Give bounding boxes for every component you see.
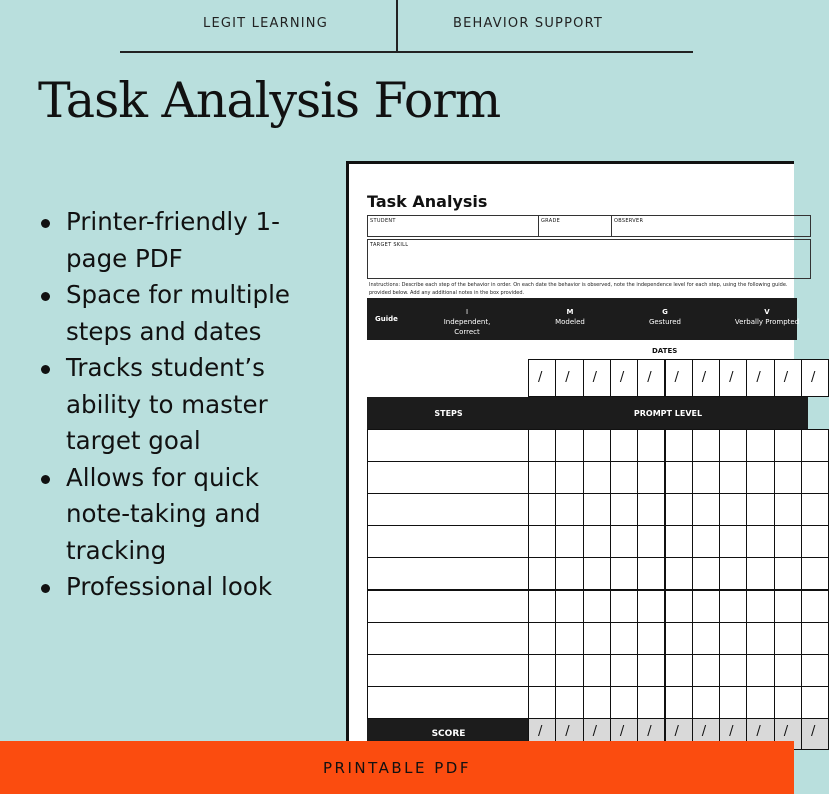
header-divider-line xyxy=(120,51,693,53)
prompt-cell xyxy=(774,557,802,590)
score-slash: / xyxy=(783,724,789,739)
prompt-cell xyxy=(774,429,802,462)
prompt-cell xyxy=(555,557,583,590)
prompt-cell xyxy=(555,590,583,623)
prompt-cell xyxy=(692,557,720,590)
guide-code: M xyxy=(566,308,574,316)
prompt-cell xyxy=(637,590,665,623)
prompt-cell xyxy=(801,493,829,526)
footer-banner xyxy=(0,741,794,794)
prompt-cell xyxy=(583,429,611,462)
prompt-cell xyxy=(583,557,611,590)
guide-code: V xyxy=(764,308,770,316)
step-cell xyxy=(367,686,529,719)
step-cell xyxy=(367,461,529,494)
prompt-cell xyxy=(528,654,556,687)
score-slash: / xyxy=(701,724,707,739)
prompt-level-header: PROMPT LEVEL xyxy=(528,397,808,430)
date-slash: / xyxy=(729,370,734,385)
prompt-cell xyxy=(746,493,774,526)
date-slash: / xyxy=(811,370,816,385)
step-cell xyxy=(367,654,529,687)
prompt-cell xyxy=(528,622,556,655)
date-cell xyxy=(801,359,829,397)
prompt-cell xyxy=(692,429,720,462)
step-cell xyxy=(367,493,529,526)
score-slash: / xyxy=(729,724,734,739)
footer-label: PRINTABLE PDF xyxy=(323,758,471,777)
prompt-cell xyxy=(637,557,665,590)
prompt-cell xyxy=(637,525,665,558)
observer-label: OBSERVER xyxy=(614,218,644,224)
date-slash: / xyxy=(674,370,679,385)
prompt-cell xyxy=(665,590,693,623)
prompt-cell xyxy=(665,686,693,719)
prompt-cell xyxy=(801,622,829,655)
score-header: SCORE xyxy=(367,718,530,750)
prompt-cell xyxy=(610,654,638,687)
date-cell xyxy=(637,359,665,397)
score-slash: / xyxy=(565,724,570,739)
prompt-cell xyxy=(610,622,638,655)
date-cell xyxy=(774,359,802,397)
page-title: Task Analysis Form xyxy=(38,72,501,129)
step-cell xyxy=(367,525,529,558)
prompt-cell xyxy=(583,622,611,655)
target-skill-label: TARGET SKILL xyxy=(370,242,409,248)
prompt-cell xyxy=(801,654,829,687)
feature-item: Tracks student’s ability to master target goal xyxy=(38,350,328,460)
score-cell xyxy=(801,718,829,750)
score-slash: / xyxy=(647,724,652,739)
prompt-cell xyxy=(719,493,747,526)
guide-code: I xyxy=(465,308,469,316)
prompt-cell xyxy=(528,557,556,590)
prompt-cell xyxy=(665,429,693,462)
prompt-cell xyxy=(555,686,583,719)
observer-field xyxy=(611,215,811,237)
prompt-cell xyxy=(719,686,747,719)
prompt-cell xyxy=(692,622,720,655)
prompt-cell xyxy=(801,557,829,590)
date-cell xyxy=(555,359,583,397)
prompt-cell xyxy=(555,654,583,687)
feature-item: Professional look xyxy=(38,569,328,606)
guide-verbal xyxy=(722,307,812,327)
target-skill-field xyxy=(367,239,811,279)
prompt-cell xyxy=(555,622,583,655)
header-vertical-divider xyxy=(396,0,398,52)
prompt-cell xyxy=(692,461,720,494)
prompt-cell xyxy=(610,493,638,526)
prompt-cell xyxy=(555,429,583,462)
date-slash: / xyxy=(538,370,543,385)
prompt-cell xyxy=(528,493,556,526)
prompt-cell xyxy=(746,686,774,719)
prompt-cell xyxy=(801,686,829,719)
score-slash: / xyxy=(756,724,761,739)
prompt-cell xyxy=(583,493,611,526)
guide-code: G xyxy=(662,308,668,316)
guide-gestured xyxy=(630,307,700,327)
step-cell xyxy=(367,429,529,462)
prompt-cell xyxy=(746,622,774,655)
prompt-cell xyxy=(665,493,693,526)
prompt-cell xyxy=(637,622,665,655)
prompt-cell xyxy=(692,493,720,526)
prompt-cell xyxy=(719,429,747,462)
prompt-cell xyxy=(528,525,556,558)
date-slash: / xyxy=(756,370,761,385)
student-label: STUDENT xyxy=(370,218,396,224)
category-label: BEHAVIOR SUPPORT xyxy=(453,16,603,31)
prompt-cell xyxy=(801,590,829,623)
date-cell xyxy=(692,359,720,397)
prompt-cell xyxy=(637,686,665,719)
prompt-cell xyxy=(746,525,774,558)
step-cell xyxy=(367,590,529,623)
date-slash: / xyxy=(701,370,707,385)
prompt-guide-bar xyxy=(367,298,800,340)
date-cell xyxy=(528,359,556,397)
prompt-cell xyxy=(774,622,802,655)
prompt-cell xyxy=(692,590,720,623)
prompt-cell xyxy=(583,461,611,494)
prompt-cell xyxy=(583,654,611,687)
score-slash: / xyxy=(619,724,625,739)
prompt-cell xyxy=(719,622,747,655)
prompt-cell xyxy=(665,622,693,655)
prompt-cell xyxy=(692,525,720,558)
feature-item: Space for multiple steps and dates xyxy=(38,277,328,350)
prompt-cell xyxy=(665,461,693,494)
prompt-cell xyxy=(801,429,829,462)
prompt-cell xyxy=(774,493,802,526)
prompt-cell xyxy=(746,557,774,590)
prompt-cell xyxy=(583,590,611,623)
prompt-cell xyxy=(665,654,693,687)
prompt-cell xyxy=(774,654,802,687)
prompt-cell xyxy=(610,525,638,558)
prompt-cell xyxy=(692,686,720,719)
prompt-cell xyxy=(774,590,802,623)
guide-desc: Verbally Prompted xyxy=(734,318,800,326)
prompt-cell xyxy=(610,461,638,494)
date-cell xyxy=(583,359,611,397)
date-slash: / xyxy=(565,370,570,385)
feature-item: Allows for quick note-taking and tracking xyxy=(38,460,328,570)
prompt-cell xyxy=(719,525,747,558)
date-slash: / xyxy=(592,370,597,385)
date-slash: / xyxy=(647,370,652,385)
date-cell xyxy=(665,359,693,397)
prompt-cell xyxy=(555,525,583,558)
prompt-cell xyxy=(719,590,747,623)
step-cell xyxy=(367,557,529,590)
guide-desc: Gestured xyxy=(648,318,682,326)
step-cell xyxy=(367,622,529,655)
score-slash: / xyxy=(811,724,816,739)
prompt-cell xyxy=(555,493,583,526)
guide-desc: Modeled xyxy=(555,318,585,326)
prompt-cell xyxy=(746,461,774,494)
prompt-cell xyxy=(719,461,747,494)
prompt-cell xyxy=(637,429,665,462)
prompt-cell xyxy=(528,686,556,719)
prompt-cell xyxy=(528,461,556,494)
score-slash: / xyxy=(592,724,597,739)
grade-field xyxy=(538,215,612,237)
feature-item: Printer-friendly 1-page PDF xyxy=(38,204,328,277)
date-slash: / xyxy=(783,370,789,385)
prompt-cell xyxy=(774,686,802,719)
prompt-cell xyxy=(637,654,665,687)
prompt-cell xyxy=(610,557,638,590)
prompt-cell xyxy=(774,525,802,558)
grade-label: GRADE xyxy=(541,218,561,224)
prompt-cell xyxy=(583,686,611,719)
guide-label: Guide xyxy=(375,315,398,323)
guide-independent xyxy=(432,307,502,337)
form-preview xyxy=(346,161,816,741)
guide-modeled xyxy=(535,307,605,327)
prompt-cell xyxy=(528,429,556,462)
form-title: Task Analysis xyxy=(367,192,488,211)
prompt-cell xyxy=(774,461,802,494)
prompt-cell xyxy=(610,429,638,462)
prompt-cell xyxy=(801,461,829,494)
feature-list xyxy=(38,204,328,606)
brand-label: LEGIT LEARNING xyxy=(203,16,328,31)
instructions-text: Instructions: Describe each step of the behavior in order. On each date the behavior is observed, note the independence level for each step, using the following guide. provided below. Add any additional notes in the box provided. xyxy=(369,282,788,296)
score-slash: / xyxy=(538,724,543,739)
prompt-cell xyxy=(665,525,693,558)
prompt-cell xyxy=(746,590,774,623)
dates-label: DATES xyxy=(652,347,678,355)
prompt-cell xyxy=(719,654,747,687)
prompt-cell xyxy=(610,590,638,623)
prompt-cell xyxy=(746,654,774,687)
prompt-cell xyxy=(583,525,611,558)
date-cell xyxy=(610,359,638,397)
prompt-cell xyxy=(637,461,665,494)
prompt-cell xyxy=(610,686,638,719)
date-cell xyxy=(746,359,774,397)
prompt-cell xyxy=(692,654,720,687)
prompt-cell xyxy=(528,590,556,623)
prompt-cell xyxy=(746,429,774,462)
prompt-cell xyxy=(637,493,665,526)
prompt-cell xyxy=(801,525,829,558)
prompt-cell xyxy=(719,557,747,590)
steps-header: STEPS xyxy=(367,397,530,430)
student-field xyxy=(367,215,539,237)
date-slash: / xyxy=(619,370,625,385)
score-slash: / xyxy=(674,724,679,739)
date-cell xyxy=(719,359,747,397)
prompt-cell xyxy=(665,557,693,590)
guide-desc: Independent, Correct xyxy=(443,318,491,336)
prompt-cell xyxy=(555,461,583,494)
